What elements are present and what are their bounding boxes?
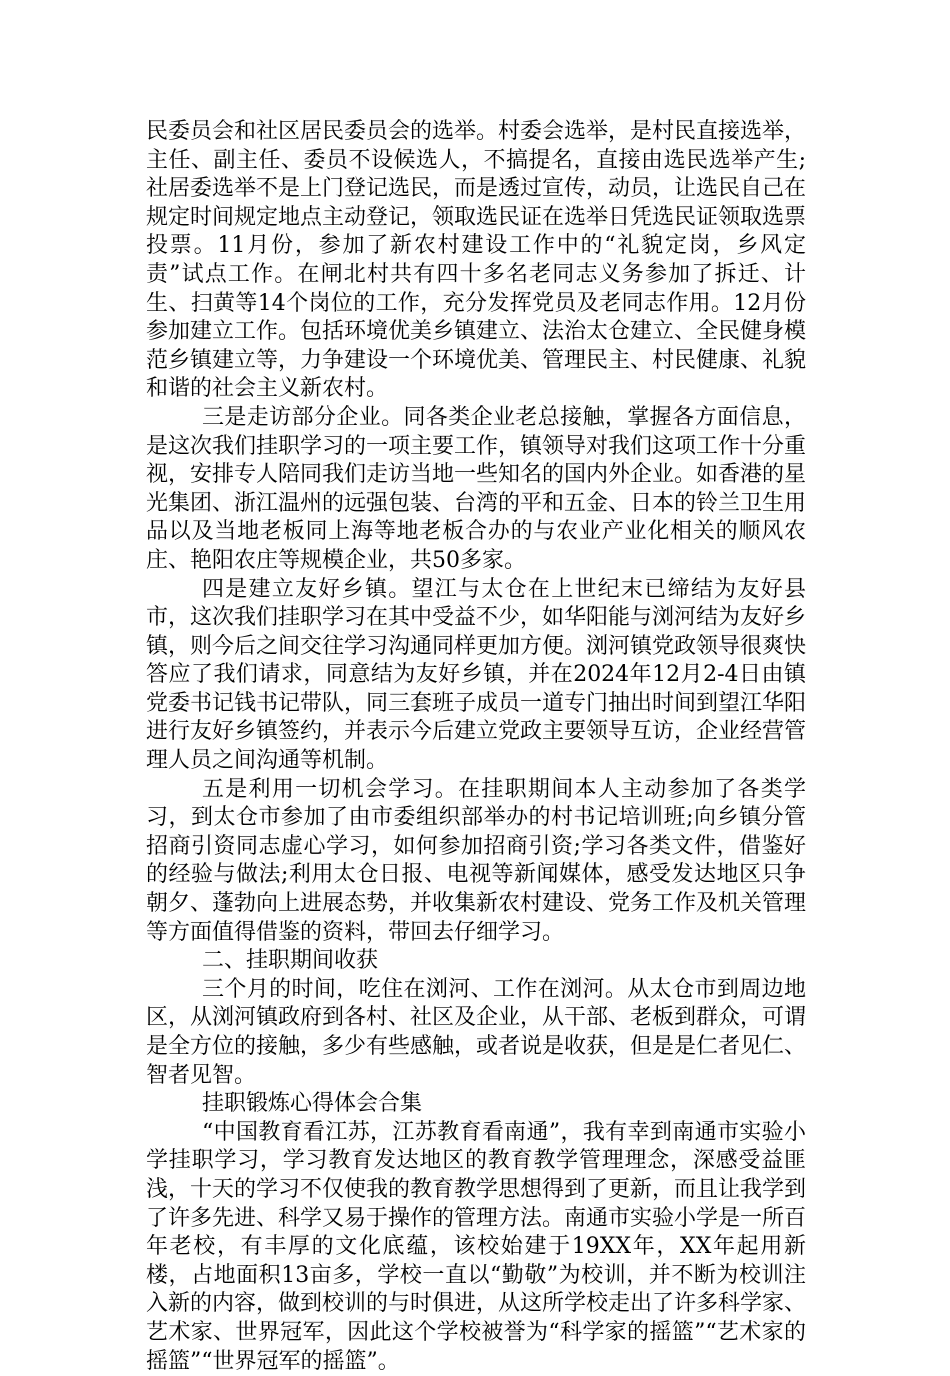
paragraph-learning: 五是利用一切机会学习。在挂职期间本人主动参加了各类学习，到太仓市参加了由市委组织部举办的村书记培训班;向乡镇分管招商引资同志虚心学习，如何参加招商引资;学习各类文件，借鉴好的经验与做法;利用太仓日报、电视等新闻媒体，感受发达地区只争朝夕、蓬勃向上进展态势，并收集新农村建设、党务工作及机关管理等方面值得借鉴的资料，带回去仔细学习。 <box>146 776 807 945</box>
section-heading-gains: 二、挂职期间收获 <box>202 948 379 974</box>
paragraph-election: 民委员会和社区居民委员会的选举。村委会选举，是村民直接选举，主任、副主任、委员不设候选人，不搞提名，直接由选民选举产生;社居委选举不是上门登记选民，而是透过宣传，动员，让选民自己在规定时间规定地点主动登记，领取选民证在选举日凭选民证领取选票投票。11月份，参加了新农村建设工作中的“礼貌定岗，乡风定责”试点工作。在闸北村共有四十多名老同志义务参加了拆迁、计生、扫黄等14个岗位的工作，充分发挥党员及老同志作用。12月份参加建立工作。包括环境优美乡镇建立、法治太仓建立、全民健身模范乡镇建立等，力争建设一个环境优美、管理民主、村民健康、礼貌和谐的社会主义新农村。 <box>146 119 807 402</box>
paragraph-visit-enterprises: 三是走访部分企业。同各类企业老总接触，掌握各方面信息，是这次我们挂职学习的一项主要工作，镇领导对我们这项工作十分重视，安排专人陪同我们走访当地一些知名的国内外企业。如香港的星光集团、浙江温州的远强包装、台湾的平和五金、日本的铃兰卫生用品以及当地老板同上海等地老板合办的与农业产业化相关的顺风农庄、艳阳农庄等规模企业，共50多家。 <box>146 404 807 573</box>
section-heading-collection: 挂职锻炼心得体会合集 <box>202 1091 423 1117</box>
paragraph-friendly-towns: 四是建立友好乡镇。望江与太仓在上世纪末已缔结为友好县市，这次我们挂职学习在其中受益不少，如华阳能与浏河结为友好乡镇，则今后之间交往学习沟通同样更加方便。浏河镇党政领导很爽快答应了我们请求，同意结为友好乡镇，并在2024年12月2-4日由镇党委书记钱书记带队，同三套班子成员一道专门抽出时间到望江华阳进行友好乡镇签约，并表示今后建立党政主要领导互访，企业经营管理人员之间沟通等机制。 <box>146 576 807 774</box>
document-page <box>146 118 806 1376</box>
paragraph-nantong-school: “中国教育看江苏，江苏教育看南通”，我有幸到南通市实验小学挂职学习，学习教育发达地区的教育教学管理理念，深感受益匪浅，十天的学习不仅使我的教育教学思想得到了更新，而且让我学到了许多先进、科学又易于操作的管理方法。南通市实验小学是一所百年老校，有丰厚的文化底蕴，该校始建于19XX年，XX年起用新楼，占地面积13亩多，学校一直以“勤敬”为校训，并不断为校训注入新的内容，做到校训的与时俱进，从这所学校走出了许多科学家、艺术家、世界冠军，因此这个学校被誉为“科学家的摇篮”“艺术家的摇篮”“世界冠军的摇篮”。 <box>146 1119 807 1374</box>
paragraph-three-months: 三个月的时间，吃住在浏河、工作在浏河。从太仓市到周边地区，从浏河镇政府到各村、社区及企业，从干部、老板到群众，可谓是全方位的接触，多少有些感触，或者说是收获，但是是仁者见仁、智者见智。 <box>146 976 807 1088</box>
